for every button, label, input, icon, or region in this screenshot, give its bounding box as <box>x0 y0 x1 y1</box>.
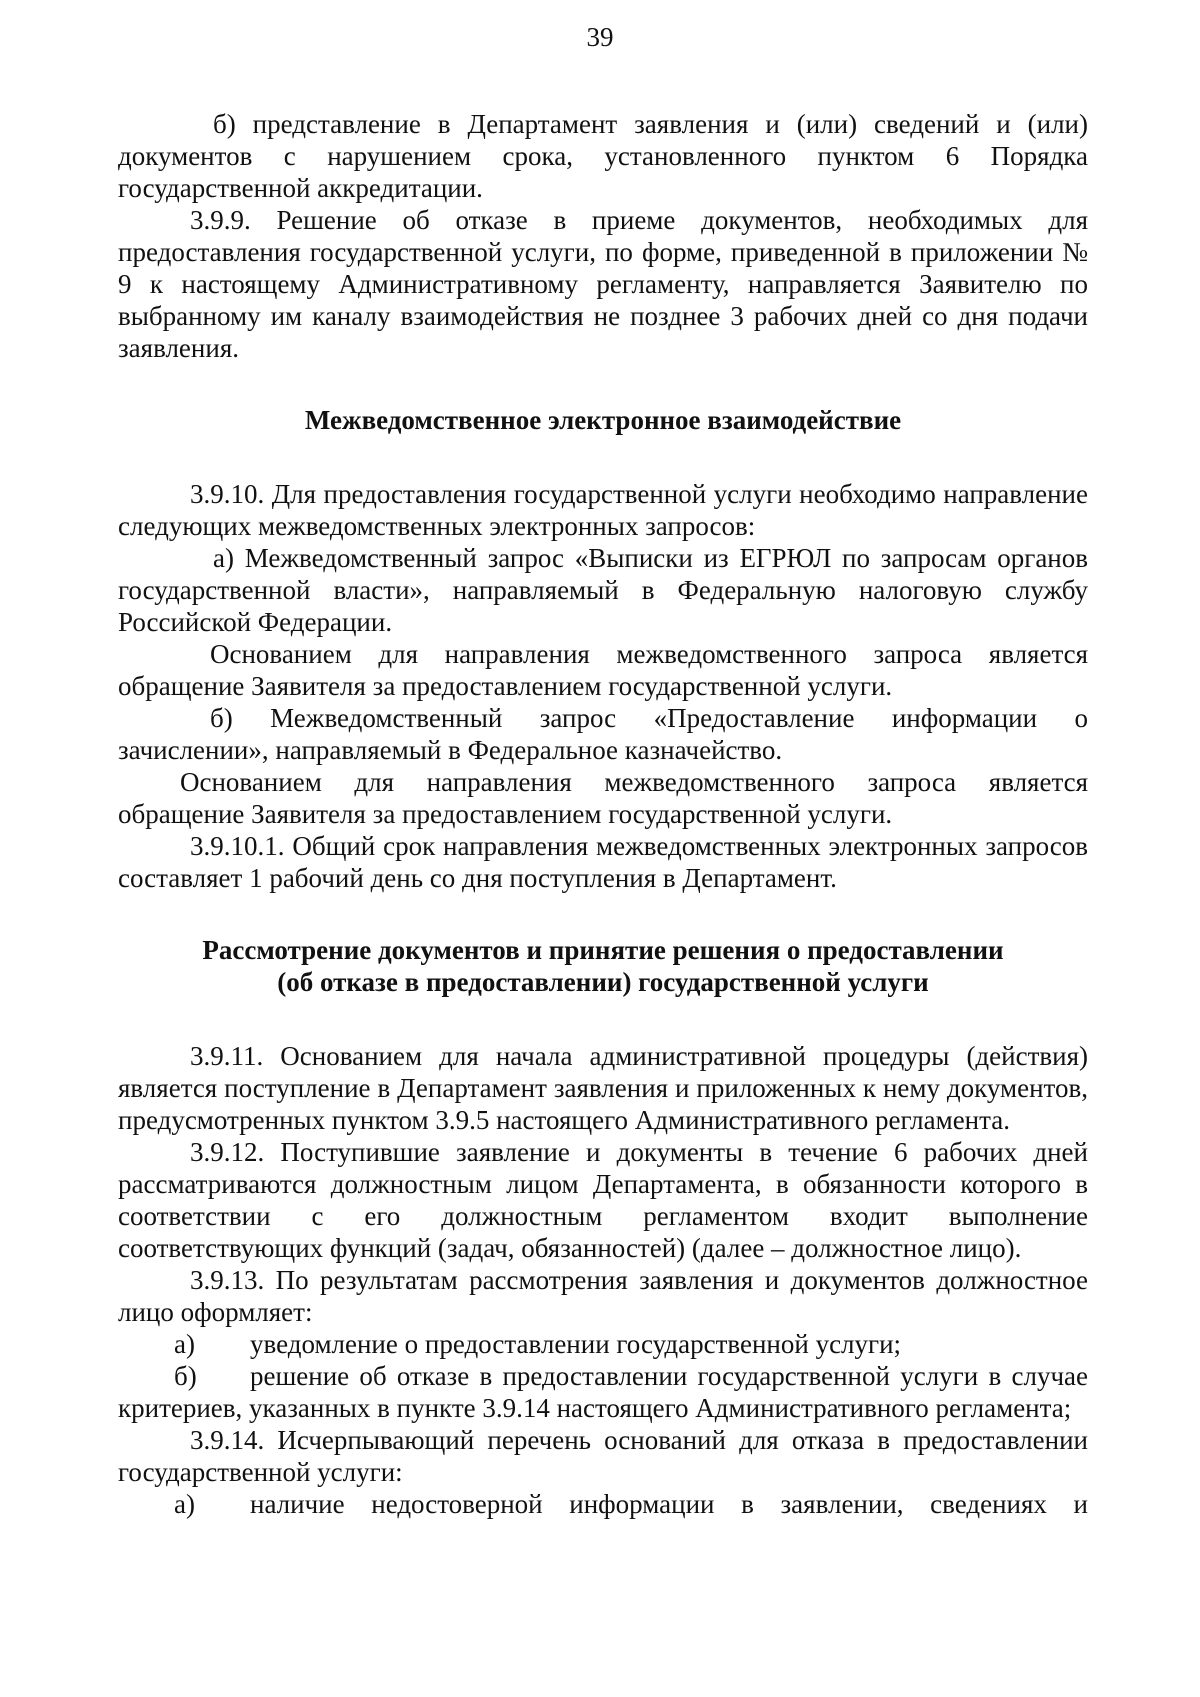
list-item-b <box>118 1360 1088 1424</box>
paragraph-request-b: б) Межведомственный запрос «Предоставление информации о зачислении», направляемый в Федеральное казначейство. <box>118 703 1088 765</box>
paragraph-3-9-12: 3.9.12. Поступившие заявление и документы в течение 6 рабочих дней рассматриваются должностным лицом Департамента, в обязанности которого в соответствии с его должностным регламентом входит выполнение соответствующих функций (задач, обязанностей) (далее – должностное лицо). <box>118 1137 1088 1263</box>
page-number: 39 <box>586 22 614 52</box>
list-item-a-marker: а) <box>174 1329 195 1359</box>
list-item-a-text: уведомление о предоставлении государственной услуги; <box>250 1329 902 1359</box>
section-heading-interagency: Межведомственное электронное взаимодействие <box>304 405 902 435</box>
section-heading-review-line1: Рассмотрение документов и принятие решения о предоставлении <box>202 935 1004 965</box>
list-item-b-text: решение об отказе в предоставлении государственной услуги в случае критериев, указанных в пункте 3.9.14 настоящего Административного регламента; <box>118 1361 1088 1423</box>
paragraph-request-a: а) Межведомственный запрос «Выписки из ЕГРЮЛ по запросам органов государственной власти», направляемый в Федеральную налоговую службу Российской Федерации. <box>118 543 1088 637</box>
paragraph-3-9-13: 3.9.13. По результатам рассмотрения заявления и документов должностное лицо оформляет: <box>118 1265 1088 1327</box>
paragraph-3-9-10: 3.9.10. Для предоставления государственной услуги необходимо направление следующих межведомственных электронных запросов: <box>118 479 1088 541</box>
section-heading-review <box>118 934 1088 998</box>
paragraph-3-9-9: 3.9.9. Решение об отказе в приеме документов, необходимых для предоставления государственной услуги, по форме, приведенной в приложении № 9 к настоящему Административному регламенту, направляется Заявителю по выбранному им каналу взаимодействия не позднее 3 рабочих дней со дня подачи заявления. <box>118 205 1088 363</box>
paragraph-3-9-10-1: 3.9.10.1. Общий срок направления межведомственных электронных запросов составляет 1 рабочий день со дня поступления в Департамент. <box>118 831 1088 893</box>
list-item-c-text: наличие недостоверной информации в заявлении, сведениях и <box>250 1489 1088 1519</box>
list-item-b-marker: б) <box>174 1361 197 1391</box>
paragraph-item-b: б) представление в Департамент заявления и (или) сведений и (или) документов с нарушением срока, установленного пунктом 6 Порядка государственной аккредитации. <box>118 109 1088 203</box>
paragraph-basis-a: Основанием для направления межведомственного запроса является обращение Заявителя за предоставлением государственной услуги. <box>118 639 1088 701</box>
list-item-c-marker: а) <box>174 1489 195 1519</box>
paragraph-3-9-11: 3.9.11. Основанием для начала административной процедуры (действия) является поступление в Департамент заявления и приложенных к нему документов, предусмотренных пунктом 3.9.5 настоящего Административного регламента. <box>118 1041 1088 1135</box>
list-item-c <box>118 1488 1088 1520</box>
paragraph-3-9-14: 3.9.14. Исчерпывающий перечень оснований для отказа в предоставлении государственной услуги: <box>118 1425 1088 1487</box>
paragraph-basis-b: Основанием для направления межведомственного запроса является обращение Заявителя за предоставлением государственной услуги. <box>118 767 1088 829</box>
list-item-a <box>118 1328 1088 1360</box>
section-heading-review-line2: (об отказе в предоставлении) государственной услуги <box>277 967 929 997</box>
document-body <box>118 108 1088 1520</box>
